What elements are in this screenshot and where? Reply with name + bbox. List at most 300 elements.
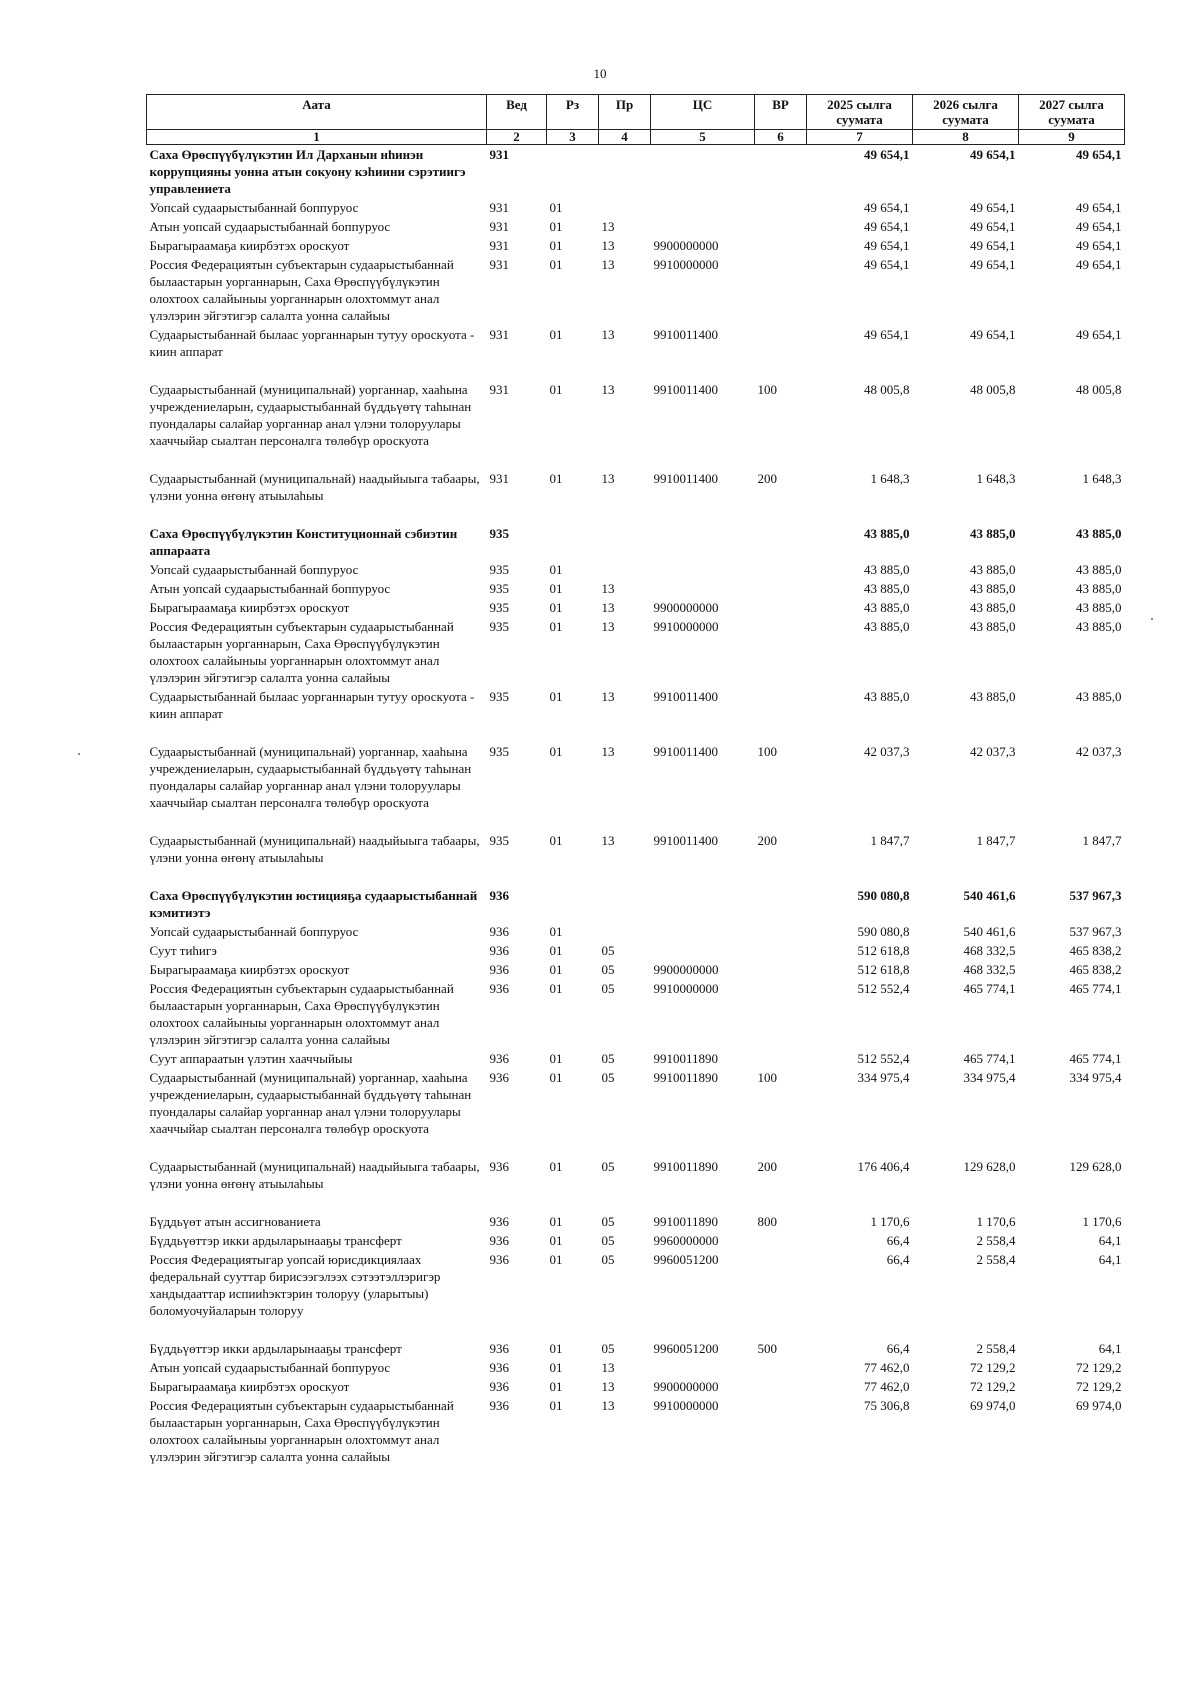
rz-cell: 01 <box>549 943 563 958</box>
rz-cell: 01 <box>549 1051 563 1066</box>
vr-cell <box>755 217 807 236</box>
table-row <box>147 1231 1125 1250</box>
column-number: 6 <box>755 130 807 145</box>
amount-2026-cell: 540 461,6 <box>963 924 1016 939</box>
table-row <box>147 217 1125 236</box>
table-row <box>147 723 1125 812</box>
amount-2025-cell: 43 885,0 <box>864 689 910 704</box>
ved-cell: 936 <box>489 1070 509 1085</box>
amount-2026-cell: 2 558,4 <box>976 1233 1016 1248</box>
amount-2026-cell: 43 885,0 <box>970 600 1016 615</box>
ved-cell: 931 <box>489 471 509 486</box>
amount-2026-cell: 465 774,1 <box>963 981 1016 996</box>
ved-cell: 936 <box>489 924 509 939</box>
ved-cell: 935 <box>489 744 509 759</box>
pr-cell: 13 <box>601 382 615 397</box>
amount-2026-cell: 43 885,0 <box>970 581 1016 596</box>
row-name-cell: Судаарыстыбаннай (муниципальнай) наадыйыыга табаары, үлэни уонна өҥөнү атыылаһыы <box>149 833 480 865</box>
row-name-cell: Судаарыстыбаннай (муниципальнай) уорганнар, хааһына учреждениеларын, судаарыстыбаннай бүддьүөтү таһынан пуондалары салайар уорганнар анал үлэни толоруулары хааччыйар сыалтан персоналга төлөбүр ороскуота <box>149 744 472 810</box>
amount-2027-cell: 64,1 <box>1098 1233 1122 1248</box>
pr-cell: 13 <box>601 833 615 848</box>
cs-cell <box>651 560 755 579</box>
vr-cell <box>755 145 807 199</box>
cs-cell <box>651 198 755 217</box>
table-row <box>147 1396 1125 1466</box>
table-row <box>147 1138 1125 1193</box>
scan-speck <box>78 753 80 755</box>
amount-2026-cell: 49 654,1 <box>970 257 1016 272</box>
rz-cell: 01 <box>549 238 563 253</box>
amount-2026-cell: 72 129,2 <box>970 1360 1016 1375</box>
cs-cell: 9910011400 <box>653 471 719 486</box>
amount-2025-cell: 77 462,0 <box>864 1360 910 1375</box>
cs-cell: 9910000000 <box>653 1398 719 1413</box>
amount-2027-cell: 72 129,2 <box>1076 1360 1122 1375</box>
column-header-rz: Рз <box>547 95 599 130</box>
row-name-cell: Бүддьүөттэр икки ардыларынааҕы трансферт <box>149 1233 402 1248</box>
row-name-cell: Бүддьүөт атын ассигнованиета <box>149 1214 321 1229</box>
amount-2027-cell: 465 838,2 <box>1069 962 1122 977</box>
vr-cell: 200 <box>757 471 777 486</box>
vr-cell <box>755 979 807 1049</box>
amount-2027-cell: 64,1 <box>1098 1252 1122 1267</box>
table-row <box>147 812 1125 867</box>
pr-cell: 13 <box>601 1398 615 1413</box>
row-name-cell: Уопсай судаарыстыбаннай боппуруос <box>149 562 359 577</box>
pr-cell: 05 <box>601 1159 615 1174</box>
cs-cell: 9910011400 <box>653 382 719 397</box>
rz-cell: 01 <box>549 382 563 397</box>
rz-cell: 01 <box>549 1360 563 1375</box>
ved-cell: 931 <box>489 327 509 342</box>
table-row <box>147 922 1125 941</box>
table-row <box>147 236 1125 255</box>
column-header-2026: 2026 сылга суумата <box>913 95 1019 130</box>
row-name-cell: Судаарыстыбаннай (муниципальнай) наадыйыыга табаары, үлэни уонна өҥөнү атыылаһыы <box>149 1159 480 1191</box>
pr-cell: 13 <box>601 744 615 759</box>
amount-2026-cell: 43 885,0 <box>970 526 1016 541</box>
amount-2027-cell: 465 838,2 <box>1069 943 1122 958</box>
column-number: 1 <box>147 130 487 145</box>
amount-2027-cell: 72 129,2 <box>1076 1379 1122 1394</box>
amount-2027-cell: 49 654,1 <box>1076 257 1122 272</box>
amount-2025-cell: 66,4 <box>886 1341 910 1356</box>
pr-cell <box>599 505 651 560</box>
column-number: 2 <box>487 130 547 145</box>
rz-cell: 01 <box>549 1379 563 1394</box>
pr-cell: 05 <box>601 962 615 977</box>
table-row <box>147 579 1125 598</box>
cs-cell <box>651 941 755 960</box>
amount-2027-cell: 1 648,3 <box>1082 471 1122 486</box>
ved-cell: 936 <box>489 1341 509 1356</box>
row-name-cell: Россия Федерациятыгар уопсай юрисдикциялаах федеральнай сууттар бирисээгэлээх сэтээтэллэригэр хандыдааттар испииһэктэрин толоруу (уларытыы) боломуочуйаларын толоруу <box>149 1252 441 1318</box>
table-row <box>147 1068 1125 1138</box>
vr-cell <box>755 941 807 960</box>
ved-cell: 935 <box>489 833 509 848</box>
amount-2027-cell: 49 654,1 <box>1076 327 1122 342</box>
amount-2026-cell: 49 654,1 <box>970 238 1016 253</box>
row-name-cell: Россия Федерациятын субъектарын судаарыстыбаннай былаастарын уорганнарын, Саха Өрөспүүбүлүкэтин олохтоох салайыныы уорганнарын олохтоммут анал үлэлэрин эйгэтигэр салалта уонна салайыы <box>149 981 454 1047</box>
amount-2026-cell: 43 885,0 <box>970 619 1016 634</box>
table-row <box>147 1377 1125 1396</box>
cs-cell <box>651 579 755 598</box>
column-header-row <box>147 95 1125 130</box>
row-name-cell: Россия Федерациятын субъектарын судаарыстыбаннай былаастарын уорганнарын, Саха Өрөспүүбүлүкэтин олохтоох салайыныы уорганнарын олохтоммут анал үлэлэрин эйгэтигэр салалта уонна салайыы <box>149 1398 454 1464</box>
row-name-cell: Россия Федерациятын субъектарын судаарыстыбаннай былаастарын уорганнарын, Саха Өрөспүүбүлүкэтин олохтоох салайыныы уорганнарын олохтоммут анал үлэлэрин эйгэтигэр салалта уонна салайыы <box>149 619 454 685</box>
rz-cell: 01 <box>549 562 563 577</box>
cs-cell <box>651 867 755 922</box>
cs-cell: 9910011890 <box>653 1214 719 1229</box>
budget-table <box>146 94 1125 1466</box>
amount-2025-cell: 512 552,4 <box>857 1051 910 1066</box>
amount-2027-cell: 49 654,1 <box>1076 238 1122 253</box>
vr-cell <box>755 617 807 687</box>
ved-cell: 936 <box>489 962 509 977</box>
table-row <box>147 325 1125 361</box>
column-header-vr: ВР <box>755 95 807 130</box>
amount-2025-cell: 43 885,0 <box>864 600 910 615</box>
amount-2026-cell: 468 332,5 <box>963 962 1016 977</box>
vr-cell <box>755 598 807 617</box>
cs-cell <box>651 922 755 941</box>
amount-2027-cell: 43 885,0 <box>1076 600 1122 615</box>
amount-2026-cell: 43 885,0 <box>970 562 1016 577</box>
amount-2027-cell: 1 847,7 <box>1082 833 1122 848</box>
amount-2025-cell: 1 847,7 <box>870 833 910 848</box>
rz-cell <box>547 867 599 922</box>
cs-cell: 9910011890 <box>653 1051 719 1066</box>
row-name-cell: Судаарыстыбаннай (муниципальнай) уорганнар, хааһына учреждениеларын, судаарыстыбаннай бүддьүөтү таһынан пуондалары салайар уорганнар анал үлэни толоруулары хааччыйар сыалтан персоналга төлөбүр ороскуота <box>149 382 472 448</box>
column-header-ved: Вед <box>487 95 547 130</box>
row-name-cell: Саха Өрөспүүбүлүкэтин Ил Дарханын нһинэн коррупцияны уонна атын сокуону кэһиини сэрэтиигэ управлениета <box>149 147 466 196</box>
rz-cell: 01 <box>549 200 563 215</box>
amount-2025-cell: 43 885,0 <box>864 619 910 634</box>
vr-cell <box>755 960 807 979</box>
amount-2027-cell: 42 037,3 <box>1076 744 1122 759</box>
amount-2025-cell: 49 654,1 <box>864 147 910 162</box>
amount-2027-cell: 129 628,0 <box>1069 1159 1122 1174</box>
pr-cell <box>599 867 651 922</box>
ved-cell: 935 <box>489 600 509 615</box>
rz-cell: 01 <box>549 619 563 634</box>
vr-cell <box>755 867 807 922</box>
pr-cell <box>599 922 651 941</box>
vr-cell: 100 <box>757 744 777 759</box>
pr-cell <box>599 198 651 217</box>
page-number: 10 <box>593 66 607 81</box>
rz-cell: 01 <box>549 833 563 848</box>
row-name-cell: Россия Федерациятын субъектарын судаарыстыбаннай былаастарын уорганнарын, Саха Өрөспүүбүлүкэтин олохтоох салайыныы уорганнарын олохтоммут анал үлэлэрин эйгэтигэр салалта уонна салайыы <box>149 257 454 323</box>
table-row <box>147 1193 1125 1231</box>
pr-cell: 13 <box>601 619 615 634</box>
amount-2025-cell: 49 654,1 <box>864 238 910 253</box>
rz-cell: 01 <box>549 981 563 996</box>
pr-cell: 13 <box>601 238 615 253</box>
amount-2025-cell: 66,4 <box>886 1252 910 1267</box>
vr-cell <box>755 560 807 579</box>
cs-cell <box>651 1358 755 1377</box>
row-name-cell: Атын уопсай судаарыстыбаннай боппуруос <box>149 219 391 234</box>
amount-2025-cell: 66,4 <box>886 1233 910 1248</box>
amount-2027-cell: 43 885,0 <box>1076 689 1122 704</box>
amount-2025-cell: 42 037,3 <box>864 744 910 759</box>
table-row <box>147 867 1125 922</box>
cs-cell: 9910000000 <box>653 619 719 634</box>
column-header-2027: 2027 сылга суумата <box>1019 95 1125 130</box>
amount-2025-cell: 49 654,1 <box>864 257 910 272</box>
cs-cell: 9910011400 <box>653 744 719 759</box>
table-row <box>147 505 1125 560</box>
amount-2025-cell: 512 552,4 <box>857 981 910 996</box>
table-body <box>147 145 1125 1467</box>
vr-cell: 200 <box>757 1159 777 1174</box>
vr-cell: 800 <box>757 1214 777 1229</box>
vr-cell <box>755 687 807 723</box>
cs-cell: 9910011400 <box>653 327 719 342</box>
rz-cell: 01 <box>549 257 563 272</box>
cs-cell: 9900000000 <box>653 600 719 615</box>
rz-cell: 01 <box>549 1341 563 1356</box>
ved-cell: 936 <box>489 943 509 958</box>
pr-cell <box>599 145 651 199</box>
row-name-cell: Бырагыраамаҕа киирбэтэх ороскуот <box>149 238 350 253</box>
rz-cell: 01 <box>549 924 563 939</box>
amount-2026-cell: 2 558,4 <box>976 1252 1016 1267</box>
cs-cell: 9900000000 <box>653 962 719 977</box>
amount-2026-cell: 468 332,5 <box>963 943 1016 958</box>
row-name-cell: Суут аппараатын үлэтин хааччыйыы <box>149 1051 353 1066</box>
amount-2026-cell: 1 847,7 <box>976 833 1016 848</box>
amount-2027-cell: 465 774,1 <box>1069 981 1122 996</box>
amount-2027-cell: 537 967,3 <box>1069 924 1122 939</box>
table-row <box>147 941 1125 960</box>
amount-2027-cell: 43 885,0 <box>1076 581 1122 596</box>
row-name-cell: Бырагыраамаҕа киирбэтэх ороскуот <box>149 1379 350 1394</box>
ved-cell: 935 <box>489 581 509 596</box>
column-header-name: Аата <box>147 95 487 130</box>
column-number: 8 <box>913 130 1019 145</box>
column-number: 9 <box>1019 130 1125 145</box>
amount-2025-cell: 49 654,1 <box>864 327 910 342</box>
table-row <box>147 960 1125 979</box>
row-name-cell: Суут тиһигэ <box>149 943 217 958</box>
pr-cell <box>599 560 651 579</box>
amount-2025-cell: 1 648,3 <box>870 471 910 486</box>
rz-cell: 01 <box>549 744 563 759</box>
amount-2026-cell: 2 558,4 <box>976 1341 1016 1356</box>
amount-2027-cell: 49 654,1 <box>1076 200 1122 215</box>
cs-cell: 9910011400 <box>653 689 719 704</box>
amount-2026-cell: 69 974,0 <box>970 1398 1016 1413</box>
amount-2027-cell: 48 005,8 <box>1076 382 1122 397</box>
rz-cell: 01 <box>549 689 563 704</box>
table-row <box>147 1049 1125 1068</box>
vr-cell: 200 <box>757 833 777 848</box>
ved-cell: 936 <box>489 1051 509 1066</box>
amount-2026-cell: 49 654,1 <box>970 327 1016 342</box>
row-name-cell: Бүддьүөттэр икки ардыларынааҕы трансферт <box>149 1341 402 1356</box>
amount-2026-cell: 49 654,1 <box>970 219 1016 234</box>
ved-cell: 931 <box>489 257 509 272</box>
ved-cell: 931 <box>489 147 509 162</box>
rz-cell: 01 <box>549 1159 563 1174</box>
amount-2025-cell: 590 080,8 <box>857 888 910 903</box>
ved-cell: 936 <box>489 888 509 903</box>
cs-cell: 9910011400 <box>653 833 719 848</box>
pr-cell: 13 <box>601 600 615 615</box>
vr-cell <box>755 1049 807 1068</box>
row-name-cell: Бырагыраамаҕа киирбэтэх ороскуот <box>149 600 350 615</box>
pr-cell: 13 <box>601 219 615 234</box>
row-name-cell: Судаарыстыбаннай былаас уорганнарын тутуу ороскуота - киин аппарат <box>149 689 475 721</box>
row-name-cell: Саха Өрөспүүбүлүкэтин Конституционнай сэбиэтин аппараата <box>149 526 458 558</box>
amount-2026-cell: 72 129,2 <box>970 1379 1016 1394</box>
ved-cell: 936 <box>489 1214 509 1229</box>
cs-cell: 9910000000 <box>653 981 719 996</box>
column-header-2025: 2025 сылга суумата <box>807 95 913 130</box>
rz-cell: 01 <box>549 327 563 342</box>
column-number-row <box>147 130 1125 145</box>
amount-2027-cell: 43 885,0 <box>1076 562 1122 577</box>
row-name-cell: Судаарыстыбаннай (муниципальнай) наадыйыыга табаары, үлэни уонна өҥөнү атыылаһыы <box>149 471 480 503</box>
ved-cell: 935 <box>489 619 509 634</box>
pr-cell: 05 <box>601 943 615 958</box>
ved-cell: 936 <box>489 981 509 996</box>
rz-cell <box>547 505 599 560</box>
amount-2026-cell: 42 037,3 <box>970 744 1016 759</box>
amount-2027-cell: 69 974,0 <box>1076 1398 1122 1413</box>
column-number: 3 <box>547 130 599 145</box>
cs-cell: 9910011890 <box>653 1070 719 1085</box>
pr-cell: 13 <box>601 581 615 596</box>
rz-cell: 01 <box>549 962 563 977</box>
amount-2025-cell: 43 885,0 <box>864 526 910 541</box>
vr-cell <box>755 1358 807 1377</box>
amount-2025-cell: 49 654,1 <box>864 219 910 234</box>
cs-cell: 9960051200 <box>653 1252 719 1267</box>
row-name-cell: Судаарыстыбаннай (муниципальнай) уорганнар, хааһына учреждениеларын, судаарыстыбаннай бүддьүөтү таһынан пуондалары салайар уорганнар анал үлэни толоруулары хааччыйар сыалтан персоналга төлөбүр ороскуота <box>149 1070 472 1136</box>
scan-speck <box>1151 618 1153 620</box>
table-row <box>147 617 1125 687</box>
rz-cell: 01 <box>549 600 563 615</box>
pr-cell: 13 <box>601 257 615 272</box>
vr-cell <box>755 255 807 325</box>
rz-cell: 01 <box>549 1070 563 1085</box>
vr-cell: 100 <box>757 1070 777 1085</box>
pr-cell: 05 <box>601 981 615 996</box>
amount-2025-cell: 43 885,0 <box>864 562 910 577</box>
amount-2025-cell: 43 885,0 <box>864 581 910 596</box>
amount-2027-cell: 64,1 <box>1098 1341 1122 1356</box>
amount-2026-cell: 540 461,6 <box>963 888 1016 903</box>
table-row <box>147 598 1125 617</box>
pr-cell: 05 <box>601 1341 615 1356</box>
row-name-cell: Уопсай судаарыстыбаннай боппуруос <box>149 924 359 939</box>
vr-cell <box>755 505 807 560</box>
pr-cell: 05 <box>601 1070 615 1085</box>
ved-cell: 936 <box>489 1360 509 1375</box>
row-name-cell: Атын уопсай судаарыстыбаннай боппуруос <box>149 581 391 596</box>
ved-cell: 935 <box>489 562 509 577</box>
amount-2027-cell: 465 774,1 <box>1069 1051 1122 1066</box>
amount-2027-cell: 49 654,1 <box>1076 147 1122 162</box>
rz-cell: 01 <box>549 219 563 234</box>
pr-cell: 05 <box>601 1252 615 1267</box>
rz-cell: 01 <box>549 1252 563 1267</box>
cs-cell: 9900000000 <box>653 238 719 253</box>
amount-2026-cell: 465 774,1 <box>963 1051 1016 1066</box>
amount-2025-cell: 512 618,8 <box>857 962 910 977</box>
row-name-cell: Судаарыстыбаннай былаас уорганнарын тутуу ороскуота - киин аппарат <box>149 327 475 359</box>
ved-cell: 931 <box>489 219 509 234</box>
table-row <box>147 361 1125 450</box>
ved-cell: 936 <box>489 1159 509 1174</box>
vr-cell <box>755 236 807 255</box>
amount-2026-cell: 1 170,6 <box>976 1214 1016 1229</box>
pr-cell: 13 <box>601 1360 615 1375</box>
column-number: 5 <box>651 130 755 145</box>
ved-cell: 935 <box>489 526 509 541</box>
table-row <box>147 450 1125 505</box>
cs-cell: 9900000000 <box>653 1379 719 1394</box>
cs-cell <box>651 505 755 560</box>
vr-cell <box>755 1231 807 1250</box>
amount-2025-cell: 512 618,8 <box>857 943 910 958</box>
pr-cell: 13 <box>601 689 615 704</box>
amount-2025-cell: 49 654,1 <box>864 200 910 215</box>
amount-2026-cell: 334 975,4 <box>963 1070 1016 1085</box>
rz-cell: 01 <box>549 1214 563 1229</box>
pr-cell: 05 <box>601 1233 615 1248</box>
table-row <box>147 198 1125 217</box>
table-row <box>147 687 1125 723</box>
pr-cell: 13 <box>601 327 615 342</box>
amount-2027-cell: 334 975,4 <box>1069 1070 1122 1085</box>
pr-cell: 13 <box>601 471 615 486</box>
amount-2027-cell: 537 967,3 <box>1069 888 1122 903</box>
rz-cell: 01 <box>549 581 563 596</box>
vr-cell <box>755 198 807 217</box>
cs-cell <box>651 145 755 199</box>
table-row <box>147 145 1125 199</box>
column-header-cs: ЦС <box>651 95 755 130</box>
ved-cell: 936 <box>489 1398 509 1413</box>
vr-cell <box>755 1396 807 1466</box>
amount-2026-cell: 48 005,8 <box>970 382 1016 397</box>
row-name-cell: Саха Өрөспүүбүлүкэтин юстицияҕа судаарыстыбаннай кэмитиэтэ <box>149 888 478 920</box>
table-row <box>147 255 1125 325</box>
amount-2026-cell: 129 628,0 <box>963 1159 1016 1174</box>
ved-cell: 935 <box>489 689 509 704</box>
row-name-cell: Атын уопсай судаарыстыбаннай боппуруос <box>149 1360 391 1375</box>
column-number: 4 <box>599 130 651 145</box>
ved-cell: 936 <box>489 1379 509 1394</box>
table-row <box>147 979 1125 1049</box>
amount-2025-cell: 77 462,0 <box>864 1379 910 1394</box>
cs-cell: 9960051200 <box>653 1341 719 1356</box>
table-row <box>147 1320 1125 1358</box>
row-name-cell: Уопсай судаарыстыбаннай боппуруос <box>149 200 359 215</box>
table-row <box>147 560 1125 579</box>
amount-2026-cell: 49 654,1 <box>970 147 1016 162</box>
rz-cell <box>547 145 599 199</box>
cs-cell: 9910000000 <box>653 257 719 272</box>
vr-cell: 500 <box>757 1341 777 1356</box>
pr-cell: 05 <box>601 1051 615 1066</box>
ved-cell: 936 <box>489 1233 509 1248</box>
column-number: 7 <box>807 130 913 145</box>
